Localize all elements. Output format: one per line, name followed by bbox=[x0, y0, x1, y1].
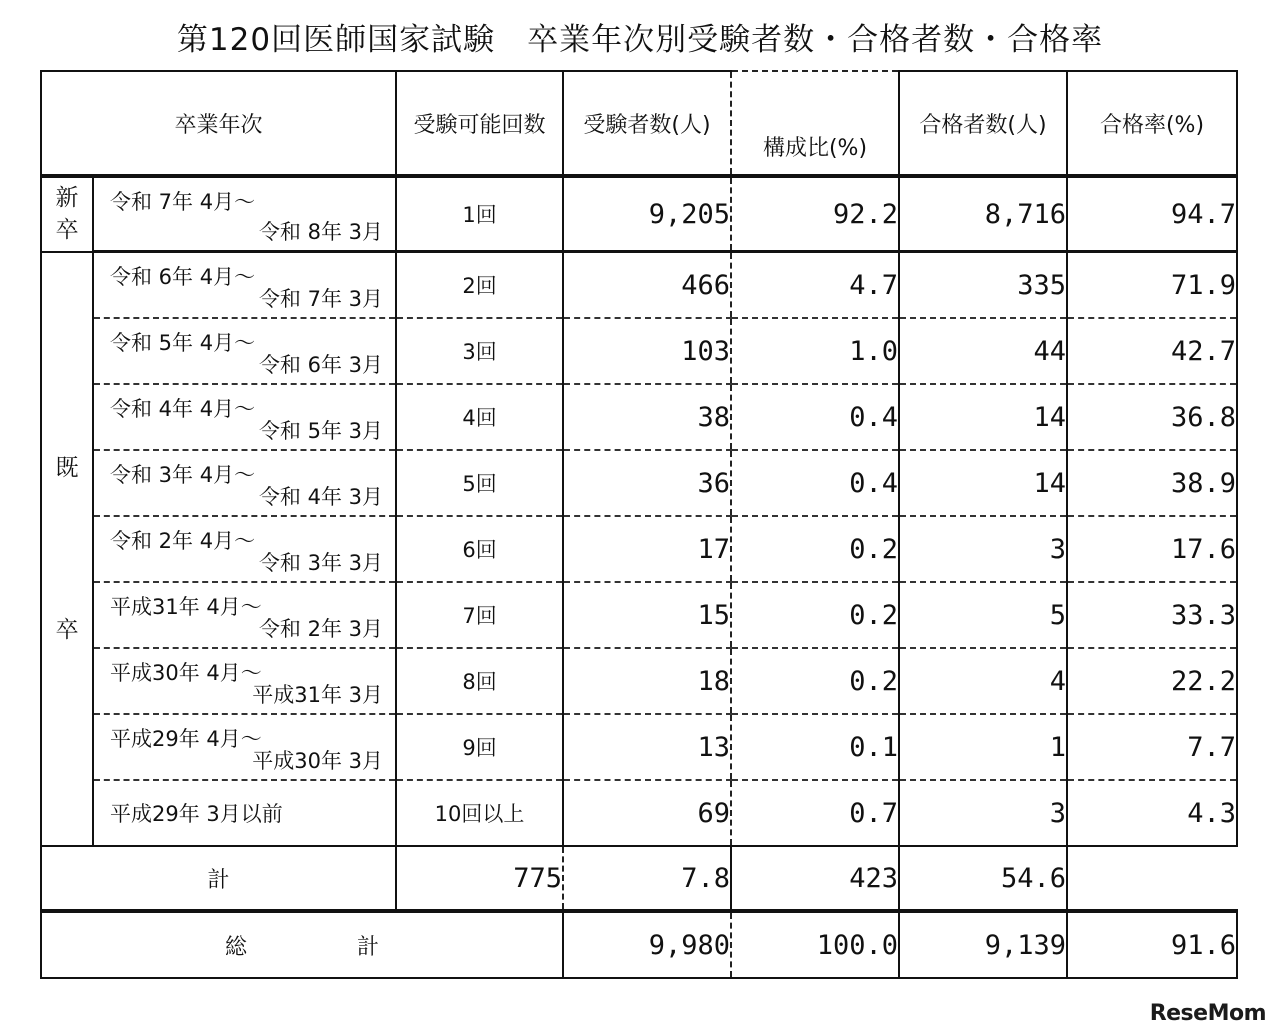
subtotal-passers: 423 bbox=[731, 846, 899, 911]
subtotal-rate: 54.6 bbox=[899, 846, 1067, 911]
graduation-period bbox=[93, 176, 396, 252]
total-row bbox=[41, 911, 1237, 978]
graduation-period bbox=[93, 450, 396, 516]
graduation-period bbox=[93, 252, 396, 319]
period-from: 平成30年 4月～ bbox=[110, 661, 262, 685]
period-to: 令和 3年 3月 bbox=[258, 551, 384, 575]
examinees-cell: 69 bbox=[563, 780, 731, 846]
passers-cell: 3 bbox=[899, 516, 1067, 582]
passers-cell: 1 bbox=[899, 714, 1067, 780]
period-from: 令和 7年 4月～ bbox=[110, 190, 256, 214]
examinees-cell: 18 bbox=[563, 648, 731, 714]
subtotal-examinees: 775 bbox=[396, 846, 563, 911]
exam-results-table bbox=[40, 70, 1238, 979]
passers-cell: 8,716 bbox=[899, 176, 1067, 252]
header-attempts: 受験可能回数 bbox=[396, 71, 563, 176]
total-examinees: 9,980 bbox=[563, 911, 731, 978]
total-label: 総 計 bbox=[41, 911, 563, 978]
side-label-char: 卒 bbox=[55, 217, 79, 244]
table-row bbox=[41, 252, 1237, 319]
header-ratio: 構成比(%) bbox=[731, 71, 899, 176]
period-from: 平成29年 3月以前 bbox=[110, 802, 283, 826]
ratio-cell: 0.2 bbox=[731, 582, 899, 648]
graduation-period bbox=[93, 582, 396, 648]
passers-cell: 5 bbox=[899, 582, 1067, 648]
subtotal-row bbox=[41, 846, 1237, 911]
subtotal-label: 計 bbox=[41, 846, 396, 911]
pass-rate-cell: 4.3 bbox=[1067, 780, 1237, 846]
ratio-cell: 0.2 bbox=[731, 648, 899, 714]
attempts-cell: 3回 bbox=[396, 318, 563, 384]
period-from: 令和 2年 4月～ bbox=[110, 529, 256, 553]
total-ratio: 100.0 bbox=[731, 911, 899, 978]
examinees-cell: 36 bbox=[563, 450, 731, 516]
resemom-logo: ReseMom bbox=[1149, 1001, 1266, 1026]
passers-cell: 14 bbox=[899, 450, 1067, 516]
period-to: 令和 6年 3月 bbox=[258, 353, 384, 377]
ratio-cell: 4.7 bbox=[731, 252, 899, 319]
period-from: 令和 4年 4月～ bbox=[110, 397, 256, 421]
graduation-period bbox=[93, 714, 396, 780]
subtotal-ratio: 7.8 bbox=[563, 846, 731, 911]
page-title: 第120回医師国家試験 卒業年次別受験者数・合格者数・合格率 bbox=[176, 22, 1104, 58]
examinees-cell: 103 bbox=[563, 318, 731, 384]
pass-rate-cell: 36.8 bbox=[1067, 384, 1237, 450]
attempts-cell: 8回 bbox=[396, 648, 563, 714]
table-row bbox=[41, 648, 1237, 714]
examinees-cell: 15 bbox=[563, 582, 731, 648]
new-graduate-label bbox=[41, 176, 93, 252]
pass-rate-cell: 38.9 bbox=[1067, 450, 1237, 516]
attempts-cell: 10回以上 bbox=[396, 780, 563, 846]
table-row bbox=[41, 516, 1237, 582]
examinees-cell: 17 bbox=[563, 516, 731, 582]
pass-rate-cell: 7.7 bbox=[1067, 714, 1237, 780]
graduation-period bbox=[93, 516, 396, 582]
attempts-cell: 5回 bbox=[396, 450, 563, 516]
header-passers: 合格者数(人) bbox=[899, 71, 1067, 176]
table-row bbox=[41, 384, 1237, 450]
graduation-period bbox=[93, 384, 396, 450]
passers-cell: 44 bbox=[899, 318, 1067, 384]
period-to: 令和 2年 3月 bbox=[258, 617, 384, 641]
examinees-cell: 9,205 bbox=[563, 176, 731, 252]
previous-graduate-label bbox=[41, 252, 93, 847]
period-from: 令和 6年 4月～ bbox=[110, 265, 256, 289]
pass-rate-cell: 22.2 bbox=[1067, 648, 1237, 714]
table-row bbox=[41, 780, 1237, 846]
period-to: 平成30年 3月 bbox=[252, 749, 384, 773]
period-to: 令和 4年 3月 bbox=[258, 485, 384, 509]
graduation-period bbox=[93, 318, 396, 384]
attempts-cell: 4回 bbox=[396, 384, 563, 450]
side-label-char: 卒 bbox=[55, 616, 79, 643]
table-row bbox=[41, 176, 1237, 252]
table-row bbox=[41, 318, 1237, 384]
passers-cell: 335 bbox=[899, 252, 1067, 319]
ratio-cell: 92.2 bbox=[731, 176, 899, 252]
table-row bbox=[41, 714, 1237, 780]
period-to: 令和 8年 3月 bbox=[258, 220, 384, 244]
header-pass-rate: 合格率(%) bbox=[1067, 71, 1237, 176]
passers-cell: 14 bbox=[899, 384, 1067, 450]
period-from: 令和 3年 4月～ bbox=[110, 463, 256, 487]
graduation-period bbox=[93, 780, 396, 846]
period-to: 平成31年 3月 bbox=[252, 683, 384, 707]
pass-rate-cell: 94.7 bbox=[1067, 176, 1237, 252]
table-header-row bbox=[41, 71, 1237, 176]
period-from: 平成29年 4月～ bbox=[110, 727, 262, 751]
pass-rate-cell: 33.3 bbox=[1067, 582, 1237, 648]
ratio-cell: 0.2 bbox=[731, 516, 899, 582]
examinees-cell: 466 bbox=[563, 252, 731, 319]
header-examinees: 受験者数(人) bbox=[563, 71, 731, 176]
passers-cell: 4 bbox=[899, 648, 1067, 714]
ratio-cell: 0.1 bbox=[731, 714, 899, 780]
pass-rate-cell: 71.9 bbox=[1067, 252, 1237, 319]
ratio-cell: 0.4 bbox=[731, 450, 899, 516]
attempts-cell: 2回 bbox=[396, 252, 563, 319]
ratio-cell: 0.4 bbox=[731, 384, 899, 450]
table-row bbox=[41, 582, 1237, 648]
total-passers: 9,139 bbox=[899, 911, 1067, 978]
header-graduation-year: 卒業年次 bbox=[41, 71, 396, 176]
side-label-char: 新 bbox=[55, 185, 79, 212]
ratio-cell: 1.0 bbox=[731, 318, 899, 384]
side-label-char: 既 bbox=[55, 454, 79, 481]
pass-rate-cell: 42.7 bbox=[1067, 318, 1237, 384]
attempts-cell: 1回 bbox=[396, 176, 563, 252]
table-row bbox=[41, 450, 1237, 516]
graduation-period bbox=[93, 648, 396, 714]
period-from: 平成31年 4月～ bbox=[110, 595, 262, 619]
attempts-cell: 6回 bbox=[396, 516, 563, 582]
pass-rate-cell: 17.6 bbox=[1067, 516, 1237, 582]
ratio-cell: 0.7 bbox=[731, 780, 899, 846]
attempts-cell: 7回 bbox=[396, 582, 563, 648]
passers-cell: 3 bbox=[899, 780, 1067, 846]
examinees-cell: 38 bbox=[563, 384, 731, 450]
period-to: 令和 7年 3月 bbox=[258, 287, 384, 311]
attempts-cell: 9回 bbox=[396, 714, 563, 780]
period-to: 令和 5年 3月 bbox=[258, 419, 384, 443]
table-body bbox=[41, 176, 1237, 846]
examinees-cell: 13 bbox=[563, 714, 731, 780]
period-from: 令和 5年 4月～ bbox=[110, 331, 256, 355]
total-rate: 91.6 bbox=[1067, 911, 1237, 978]
